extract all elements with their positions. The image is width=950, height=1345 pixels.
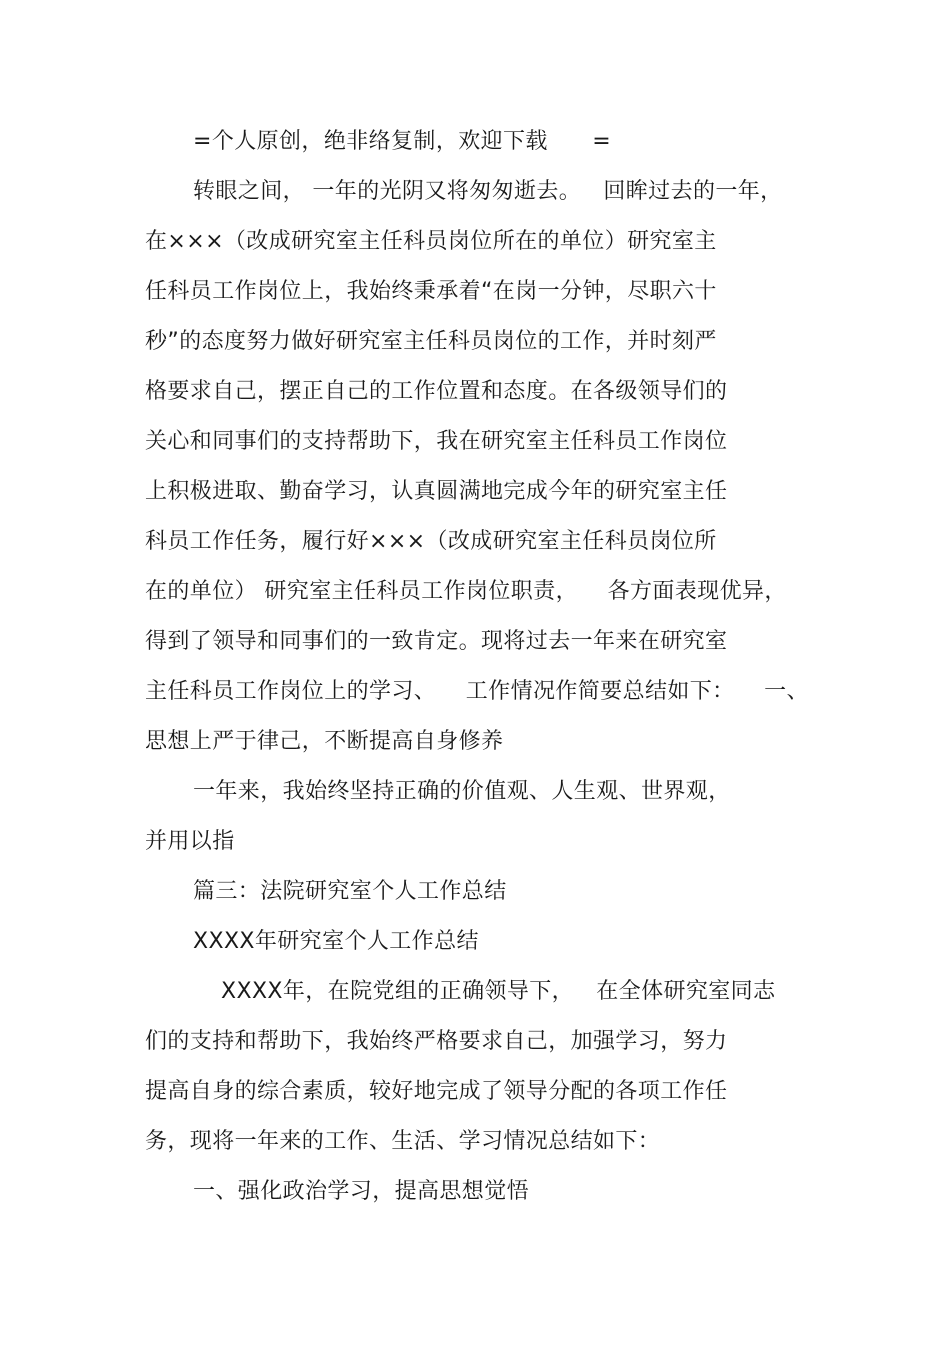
paragraph-line: 在的单位） 研究室主任科员工作岗位职责， 各方面表现优异， (145, 579, 787, 604)
paragraph-line: 转眼之间， 一年的光阴又将匆匆逝去。 回眸过去的一年， (193, 179, 783, 204)
paragraph-line: 主任科员工作岗位上的学习、 工作情况作简要总结如下： 一、 (145, 679, 809, 704)
paragraph-line: 一年来，我始终坚持正确的价值观、人生观、世界观， (193, 779, 731, 804)
paragraph-line: 上积极进取、勤奋学习，认真圆满地完成今年的研究室主任 (145, 479, 728, 504)
paragraph-line: XXXX年，在院党组的正确领导下， 在全体研究室同志 (221, 979, 776, 1004)
chapter-title: 篇三：法院研究室个人工作总结 (193, 879, 507, 904)
paragraph-line: 们的支持和帮助下，我始终严格要求自己，加强学习，努力 (145, 1029, 728, 1054)
paragraph-line: 秒”的态度努力做好研究室主任科员岗位的工作，并时刻严 (145, 329, 717, 354)
paragraph-line: 格要求自己，摆正自己的工作位置和态度。在各级领导们的 (145, 379, 728, 404)
paragraph-line: 得到了领导和同事们的一致肯定。现将过去一年来在研究室 (145, 629, 728, 654)
paragraph-line: 在×××（改成研究室主任科员岗位所在的单位）研究室主 (145, 229, 717, 254)
paragraph-line: 科员工作任务，履行好×××（改成研究室主任科员岗位所 (145, 529, 717, 554)
paragraph-line: 关心和同事们的支持帮助下，我在研究室主任科员工作岗位 (145, 429, 728, 454)
paragraph-line: 并用以指 (145, 829, 235, 854)
header-notice: =个人原创，绝非络复制，欢迎下载 = (193, 129, 612, 154)
document-title: XXXX年研究室个人工作总结 (193, 929, 479, 954)
paragraph-line: 提高自身的综合素质，较好地完成了领导分配的各项工作任 (145, 1079, 728, 1104)
section-heading: 思想上严于律己，不断提高自身修养 (145, 729, 504, 754)
section-heading: 一、强化政治学习，提高思想觉悟 (193, 1179, 530, 1204)
paragraph-line: 任科员工作岗位上，我始终秉承着“在岗一分钟，尽职六十 (145, 279, 717, 304)
paragraph-line: 务，现将一年来的工作、生活、学习情况总结如下： (145, 1129, 661, 1154)
